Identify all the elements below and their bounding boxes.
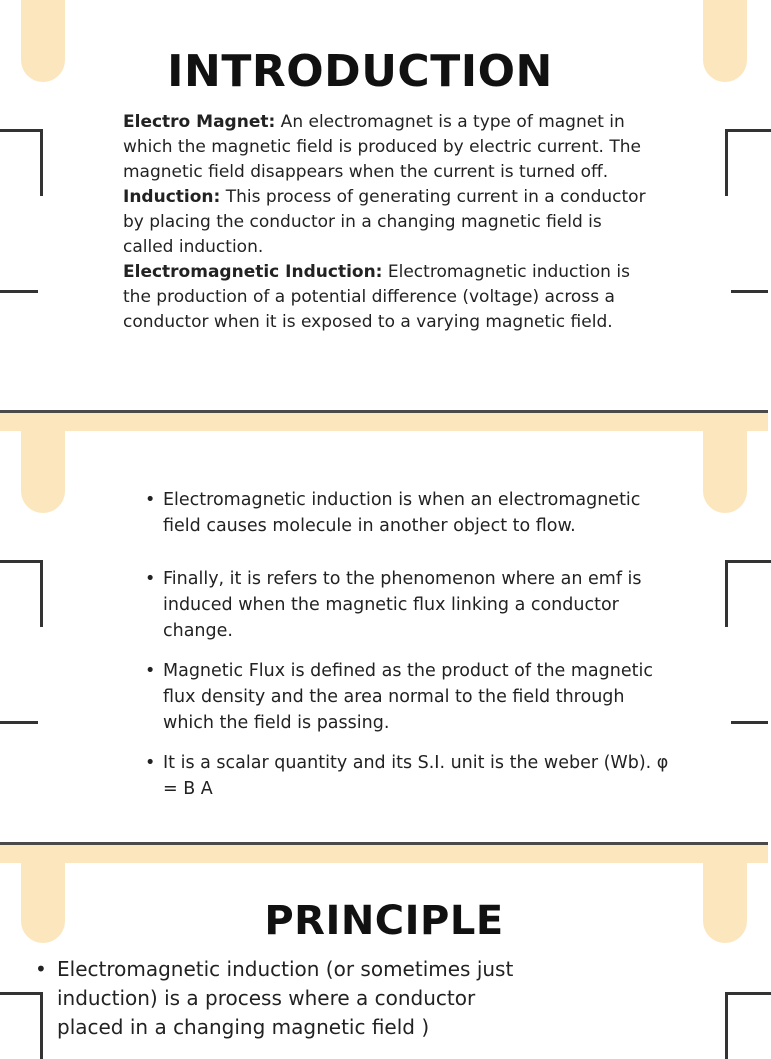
divider-dash-right [731, 721, 768, 724]
definition-text: This process of generating current in a conductor by placing the conductor in a changing magnetic field is called induction. [123, 187, 646, 257]
divider-dash-right [731, 290, 768, 293]
list-item: • It is a scalar quantity and its S.I. unit is the weber (Wb). φ = B A [145, 750, 675, 802]
definition-induction [123, 185, 653, 260]
list-item: • Electromagnetic induction (or sometimes just induction) is a process where a conductor placed in a changing magnetic field ) [35, 955, 535, 1042]
definitions-block [123, 110, 653, 335]
definition-text: Electromagnetic induction is the production of a potential difference (voltage) across a conductor when it is exposed to a varying magnetic field. [123, 262, 630, 332]
introduction-slide [0, 0, 768, 411]
definition-electromagnetic-induction [123, 260, 653, 335]
details-bullet-list [145, 487, 675, 802]
term-label: Electromagnetic Induction: [123, 262, 383, 282]
list-item: • Magnetic Flux is defined as the product of the magnetic flux density and the area normal to the field through which the field is passing. [145, 658, 675, 736]
corner-bracket-left [0, 129, 43, 196]
divider-dash-left [0, 721, 38, 724]
decorative-tab-right [703, 431, 747, 513]
decorative-tab-left [21, 431, 65, 513]
term-label: Induction: [123, 187, 221, 207]
page-title: INTRODUCTION [167, 46, 553, 97]
corner-bracket-right [725, 992, 771, 1059]
corner-bracket-right [725, 129, 771, 196]
corner-bracket-right [725, 560, 771, 627]
corner-bracket-left [0, 560, 43, 627]
principle-bullet-list [35, 955, 535, 1042]
principle-slide [0, 863, 768, 1039]
list-item: • Finally, it is refers to the phenomenon where an emf is induced when the magnetic flux linking a conductor change. [145, 566, 675, 644]
slide-separator-band [0, 845, 768, 863]
definition-electro-magnet [123, 110, 653, 185]
details-slide [0, 431, 768, 843]
term-label: Electro Magnet: [123, 112, 276, 132]
divider-dash-left [0, 290, 38, 293]
definition-text: An electromagnet is a type of magnet in which the magnetic field is produced by electric current. The magnetic field disappears when the current is turned off. [123, 112, 641, 182]
section-title: PRINCIPLE [264, 898, 504, 944]
list-item: • Electromagnetic induction is when an electromagnetic field causes molecule in another object to flow. [145, 487, 675, 539]
slide-separator-band [0, 413, 768, 431]
